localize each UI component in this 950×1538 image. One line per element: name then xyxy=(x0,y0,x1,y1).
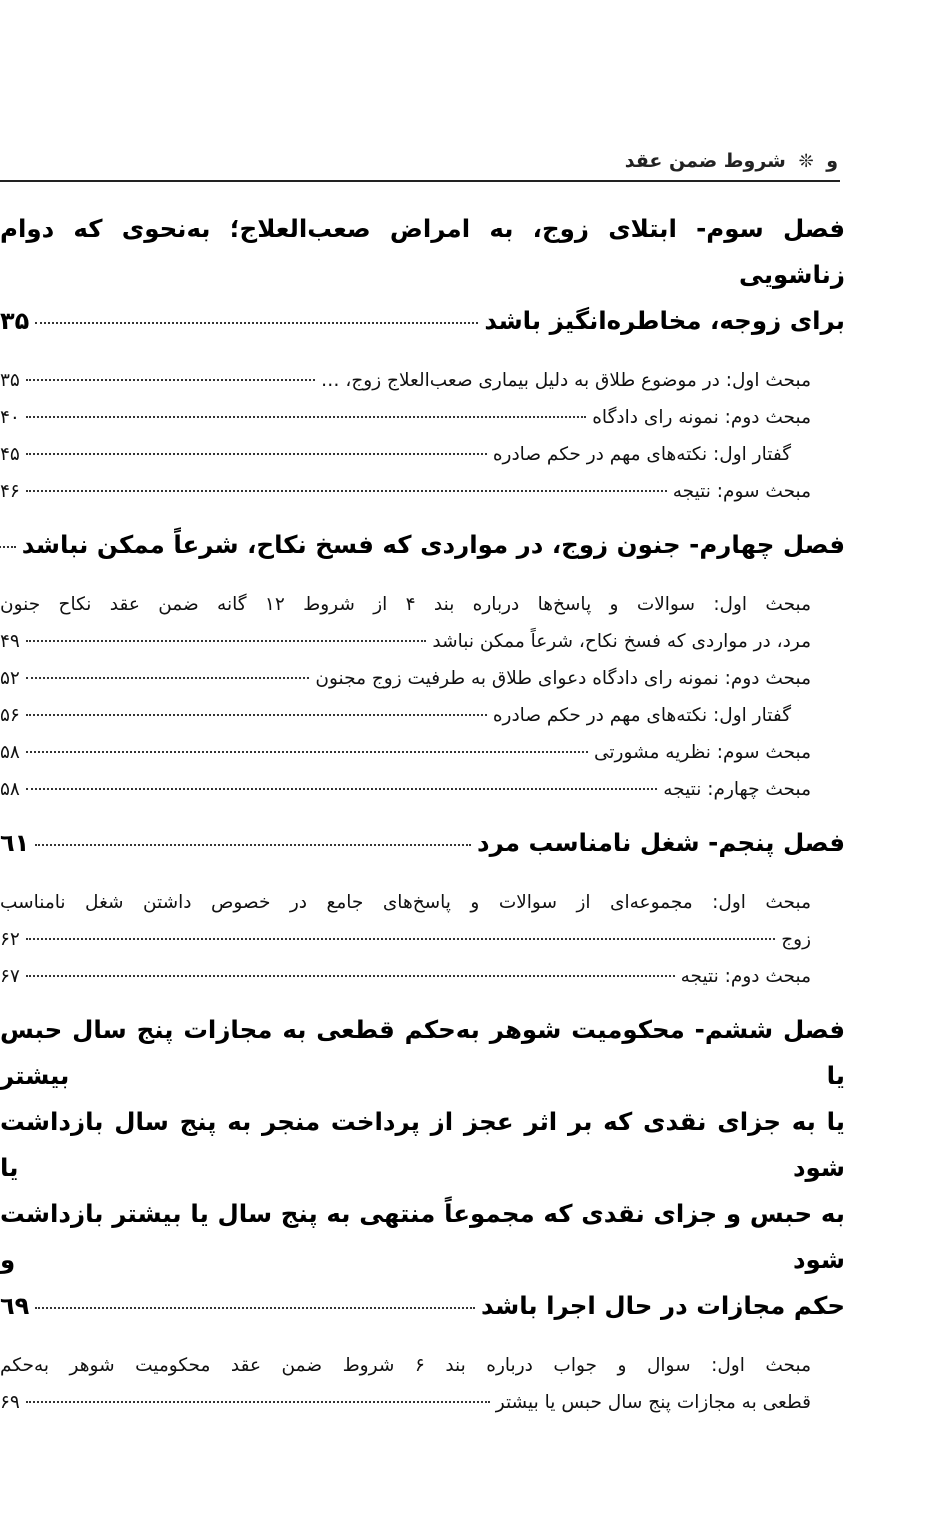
entry-page-number: ۴۰ xyxy=(0,407,20,428)
chapter-title-line: فصل ششم- محکومیت شوهر به‌حکم قطعی به مجازات پنج سال حبس یا بیشتر xyxy=(0,1015,845,1090)
leader-dots xyxy=(35,844,471,846)
chapter-title-line: فصل سوم- ابتلای زوج، به امراض صعب‌العلاج؛ به‌نحوی که دوام زناشویی xyxy=(0,214,845,289)
toc-entry-line: مبحث اول: سوالات و پاسخ‌ها درباره بند ۴ از شروط ۱۲ گانه ضمن عقد نکاح جنون xyxy=(0,594,812,615)
entry-title: مبحث دوم: نمونه رای دادگاه xyxy=(592,407,811,428)
entry-title: مبحث سوم: نتیجه xyxy=(672,481,811,502)
chapter-title-text: برای زوجه، مخاطره‌انگیز باشد xyxy=(484,306,845,335)
toc-entry-line: مبحث اول: سوال و جواب درباره بند ۶ شروط ضمن عقد محکومیت شوهر به‌حکم xyxy=(0,1355,811,1376)
toc-entry xyxy=(0,1384,845,1421)
chapter-page-number: ۳۵ xyxy=(0,307,30,335)
table-of-contents xyxy=(0,196,845,1433)
entry-title: مبحث اول: در موضوع طلاق به دلیل بیماری صعب‌العلاج زوج، … xyxy=(321,370,811,391)
leader-dots xyxy=(35,1307,475,1309)
header-title: شروط ضمن عقد xyxy=(624,150,786,172)
entry-page-number: ۶۲ xyxy=(0,929,20,950)
toc-entry xyxy=(0,362,845,399)
leader-dots xyxy=(26,677,310,679)
toc-entry xyxy=(0,436,845,473)
chapter-title-line xyxy=(0,522,845,568)
chapter-3 xyxy=(0,206,845,344)
chapter-title-text: حکم مجازات در حال اجرا باشد xyxy=(480,1291,845,1320)
entry-title: مبحث دوم: نتیجه xyxy=(680,966,811,987)
entry-page-number: ۴۹ xyxy=(0,631,20,652)
leader-dots xyxy=(26,1401,490,1403)
toc-entry-line: مبحث اول: مجموعه‌ای از سوالات و پاسخ‌های جامع در خصوص داشتن شغل نامناسب xyxy=(0,892,811,913)
entry-page-number: ۶۹ xyxy=(0,1392,20,1413)
entry-page-number: ۵۸ xyxy=(0,742,20,763)
toc-entry xyxy=(0,734,845,771)
chapter-title-line xyxy=(0,298,845,344)
entry-title: زوج xyxy=(781,929,811,950)
chapter-title-text: فصل پنجم- شغل نامناسب مرد xyxy=(477,828,845,857)
leader-dots xyxy=(35,322,478,324)
entry-title: مبحث دوم: نمونه رای دادگاه دعوای طلاق به طرفیت زوج مجنون xyxy=(315,668,811,689)
leader-dots xyxy=(26,975,675,977)
chapter-4-sections xyxy=(0,586,845,808)
leader-dots xyxy=(26,379,315,381)
chapter-4 xyxy=(0,522,845,568)
leader-dots xyxy=(26,938,775,940)
chapter-6-sections xyxy=(0,1347,845,1421)
chapter-title-line xyxy=(0,820,845,866)
leader-dots xyxy=(26,788,657,790)
leader-dots xyxy=(26,751,588,753)
chapter-3-sections xyxy=(0,362,845,510)
toc-entry xyxy=(0,623,845,660)
toc-entry xyxy=(0,958,845,995)
chapter-6 xyxy=(0,1007,845,1329)
chapter-5 xyxy=(0,820,845,866)
entry-title: گفتار اول: نکته‌های مهم در حکم صادره xyxy=(492,705,791,726)
entry-page-number: ۶۷ xyxy=(0,966,20,987)
toc-entry xyxy=(0,399,845,436)
entry-title: مرد، در مواردی که فسخ نکاح، شرعاً ممکن نباشد xyxy=(432,631,811,652)
chapter-5-sections xyxy=(0,884,845,995)
running-header xyxy=(0,150,838,180)
leader-dots xyxy=(26,490,667,492)
entry-page-number: ۴۵ xyxy=(0,444,20,465)
chapter-page-number: ٦٩ xyxy=(0,1292,30,1320)
chapter-title-line: به حبس و جزای نقدی که مجموعاً منتهی به پنج سال یا بیشتر بازداشت شود و xyxy=(0,1199,845,1274)
entry-page-number: ۳۵ xyxy=(0,370,20,391)
chapter-title-line xyxy=(0,1283,845,1329)
chapter-page-number: ٦١ xyxy=(0,829,30,857)
star-ornament-icon: ❊ xyxy=(798,151,814,172)
chapter-title-line: یا به جزای نقدی که بر اثر عجز از پرداخت منجر به پنج سال بازداشت شود یا xyxy=(0,1107,845,1182)
entry-page-number: ۵۶ xyxy=(0,705,20,726)
page-letter: و xyxy=(826,150,838,172)
leader-dots xyxy=(0,546,16,548)
entry-title: گفتار اول: نکته‌های مهم در حکم صادره xyxy=(492,444,791,465)
leader-dots xyxy=(26,453,487,455)
entry-page-number: ۴۶ xyxy=(0,481,20,502)
entry-title: مبحث چهارم: نتیجه xyxy=(663,779,811,800)
header-rule xyxy=(0,180,840,182)
entry-title: مبحث سوم: نظریه مشورتی xyxy=(593,742,811,763)
entry-page-number: ۵۸ xyxy=(0,779,20,800)
entry-page-number: ۵۲ xyxy=(0,668,20,689)
leader-dots xyxy=(26,416,586,418)
toc-entry xyxy=(0,697,845,734)
toc-entry xyxy=(0,473,845,510)
chapter-title-text: فصل چهارم- جنون زوج، در مواردی که فسخ نکاح، شرعاً ممکن نباشد xyxy=(21,530,845,559)
toc-entry xyxy=(0,921,845,958)
leader-dots xyxy=(26,640,427,642)
toc-entry xyxy=(0,660,845,697)
toc-entry xyxy=(0,771,845,808)
leader-dots xyxy=(26,714,487,716)
entry-title: قطعی به مجازات پنج سال حبس یا بیشتر xyxy=(495,1392,811,1413)
